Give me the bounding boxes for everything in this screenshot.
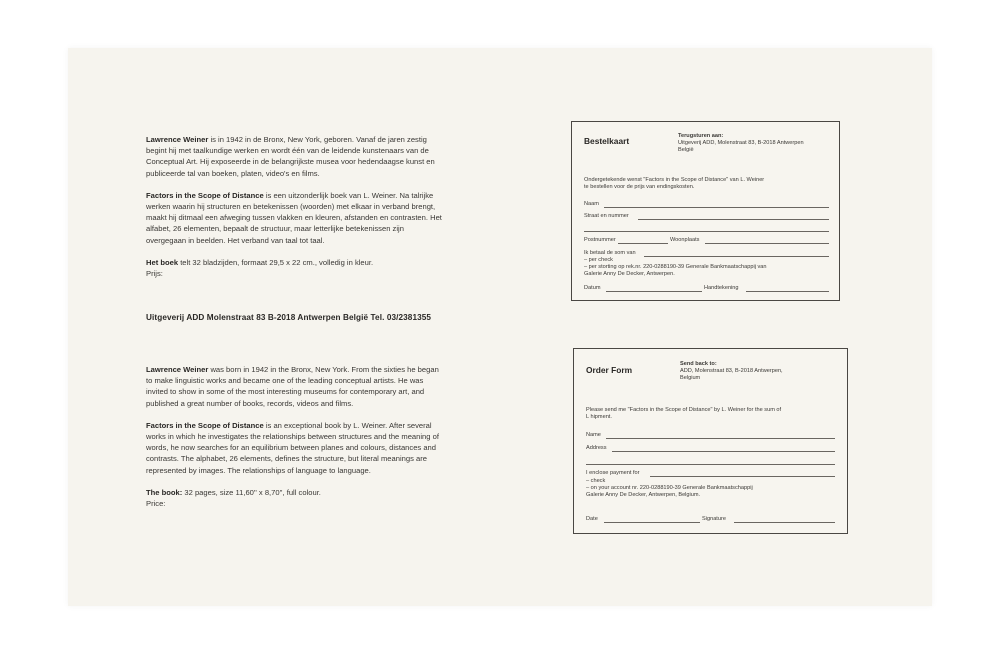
form-en-signature-field[interactable] [734,522,835,523]
form-en-date-field[interactable] [604,522,700,523]
form-en-label-address: Address [586,445,607,451]
form-nl-handtekening-field[interactable] [746,291,829,292]
form-en-enclose-field[interactable] [650,476,835,477]
form-en-label-enclose: I enclose payment for [586,470,640,476]
en-paragraph-2 [146,420,446,476]
form-en-label-signature: Signature [702,516,726,522]
form-en-label-name: Name [586,432,601,438]
nl-price-line [146,268,446,279]
en-p2-bold: Factors in the Scope of Distance [146,420,264,430]
order-card-dutch [571,121,840,301]
nl-paragraph-2 [146,190,446,246]
nl-p1-bold: Lawrence Weiner [146,135,209,144]
form-en-option-check: – check [586,478,606,484]
form-nl-label-betaal: Ik betaal de som van [584,250,636,256]
nl-p3-bold: Het boek [146,257,179,267]
form-nl-option-transfer-2: Galerie Anny De Decker, Antwerpen. [584,271,675,277]
form-en-address-line-2[interactable] [586,464,835,465]
en-p3-bold: The book: [146,487,183,497]
form-nl-label-naam: Naam [584,201,599,207]
nl-paragraph-1 [146,134,446,179]
form-en-label-date: Date [586,516,598,522]
form-nl-label-straat: Straat en nummer [584,213,629,219]
en-p3-text: 32 pages, size 11,60'' x 8,70'', full colour. [182,487,321,497]
form-nl-datum-field[interactable] [606,291,702,292]
nl-p3-text: telt 32 bladzijden, formaat 29,5 x 22 cm., volledig in kleur. [178,257,374,267]
form-nl-label-handtekening: Handtekening [704,285,739,291]
form-nl-option-check: – per check [584,257,613,263]
nl-p2-bold: Factors in the Scope of Distance [146,190,264,200]
en-paragraph-3 [146,487,446,498]
form-en-option-account-2: Galerie Anny De Decker, Antwerpen, Belgium. [586,492,701,498]
form-nl-intro-2: te bestellen voor de prijs van endingskosten. [584,184,695,190]
form-nl-send-line2: België [678,147,694,153]
form-en-intro-1: Please send me "Factors in the Scope of Distance" by L. Weiner for the sum of [586,407,782,413]
order-form-english [573,348,848,534]
form-en-name-field[interactable] [606,438,835,439]
form-en-title: Order Form [586,365,633,375]
nl-p2-text: is een uitzonderlijk boek van L. Weiner. Na talrijke werken waarin hij structuren en betekenissen (woorden) met elkaar in verband brengt, maakt hij ditmaal een afweging tussen vlakken en kleuren, afstanden en contrasten. Het alfabet, 26 elementen, bepaalt de structuur, maar letterlijke betekenissen zijn overgegaan in beelden. Het verband van taal tot taal. [146,190,442,245]
nl-paragraph-3 [146,257,446,268]
en-p1-text: was born in 1942 in the Bronx, New York. From the sixties he began to make linguistic works and became one of the leading conceptual artists. He was invited to show in some of the most interesting museums for contemporary art, and published a great number of books, records, videos and films. [146,365,439,408]
form-en-intro-2: L hipment. [586,414,612,420]
form-nl-send-to [678,133,838,154]
nl-p1-text: is in 1942 in de Bronx, New York, geboren. Vanaf de jaren zestig begint hij met taalkundige werken en wordt één van de leidende kunstenaars van de Conceptual Art. Hij exposeerde in de belangrijkste musea voor hedendaagse kunst en publiceerde tal van boeken, platen, video's en films. [146,135,435,178]
form-nl-send-line1: Uitgeverij ADD, Molenstraat 83, B-2018 Antwerpen [678,140,804,146]
form-nl-send-head: Terugsturen aan: [678,133,724,139]
form-nl-label-postnummer: Postnummer [584,237,616,243]
nl-price-label: Prijs: [146,269,163,279]
form-nl-postnummer-field[interactable] [618,243,668,244]
form-en-send-line2: Belgium [680,375,701,381]
form-nl-title: Bestelkaart [584,136,630,146]
form-en-option-account: – on your account nr. 220-0288190-39 Generale Bankmaatschappij [586,485,753,491]
form-en-address-field[interactable] [612,451,835,452]
en-price-line [146,498,446,509]
form-nl-woonplaats-field[interactable] [705,243,829,244]
form-nl-label-woonplaats: Woonplaats [670,237,700,243]
english-description [146,364,446,509]
form-nl-intro-1: Ondergetekende wenst "Factors in the Scope of Distance" van L. Weiner [584,177,765,183]
en-price-label: Price: [146,499,166,509]
en-p1-bold: Lawrence Weiner [146,365,209,374]
form-nl-label-datum: Datum [584,285,601,291]
form-nl-naam-field[interactable] [604,207,829,208]
printed-sheet [68,48,932,606]
form-nl-straat-field[interactable] [638,219,829,220]
form-nl-extra-line[interactable] [584,231,829,232]
en-paragraph-1 [146,364,446,409]
form-nl-option-transfer: – per storting op rek.nr. 220-0288190-39 Generale Bankmaatschappij van [584,264,767,270]
form-en-send-to [680,361,840,382]
dutch-description [146,134,446,279]
form-en-send-head: Send back to: [680,361,717,367]
publisher-line: Uitgeverij ADD Molenstraat 83 B-2018 Antwerpen België Tel. 03/2381355 [146,313,432,322]
en-p2-text: is an exceptional book by L. Weiner. After several works in which he investigates the relationships between structures and the meaning of words, he now searches for an equilibrium between planes and colours, distances and contrasts. The alphabet, 26 elements, defines the structure, but literal meanings are represented by images. The relationships of language to language. [146,420,439,475]
form-en-send-line1: ADD, Molenstraat 83, B-2018 Antwerpen, [680,368,783,374]
